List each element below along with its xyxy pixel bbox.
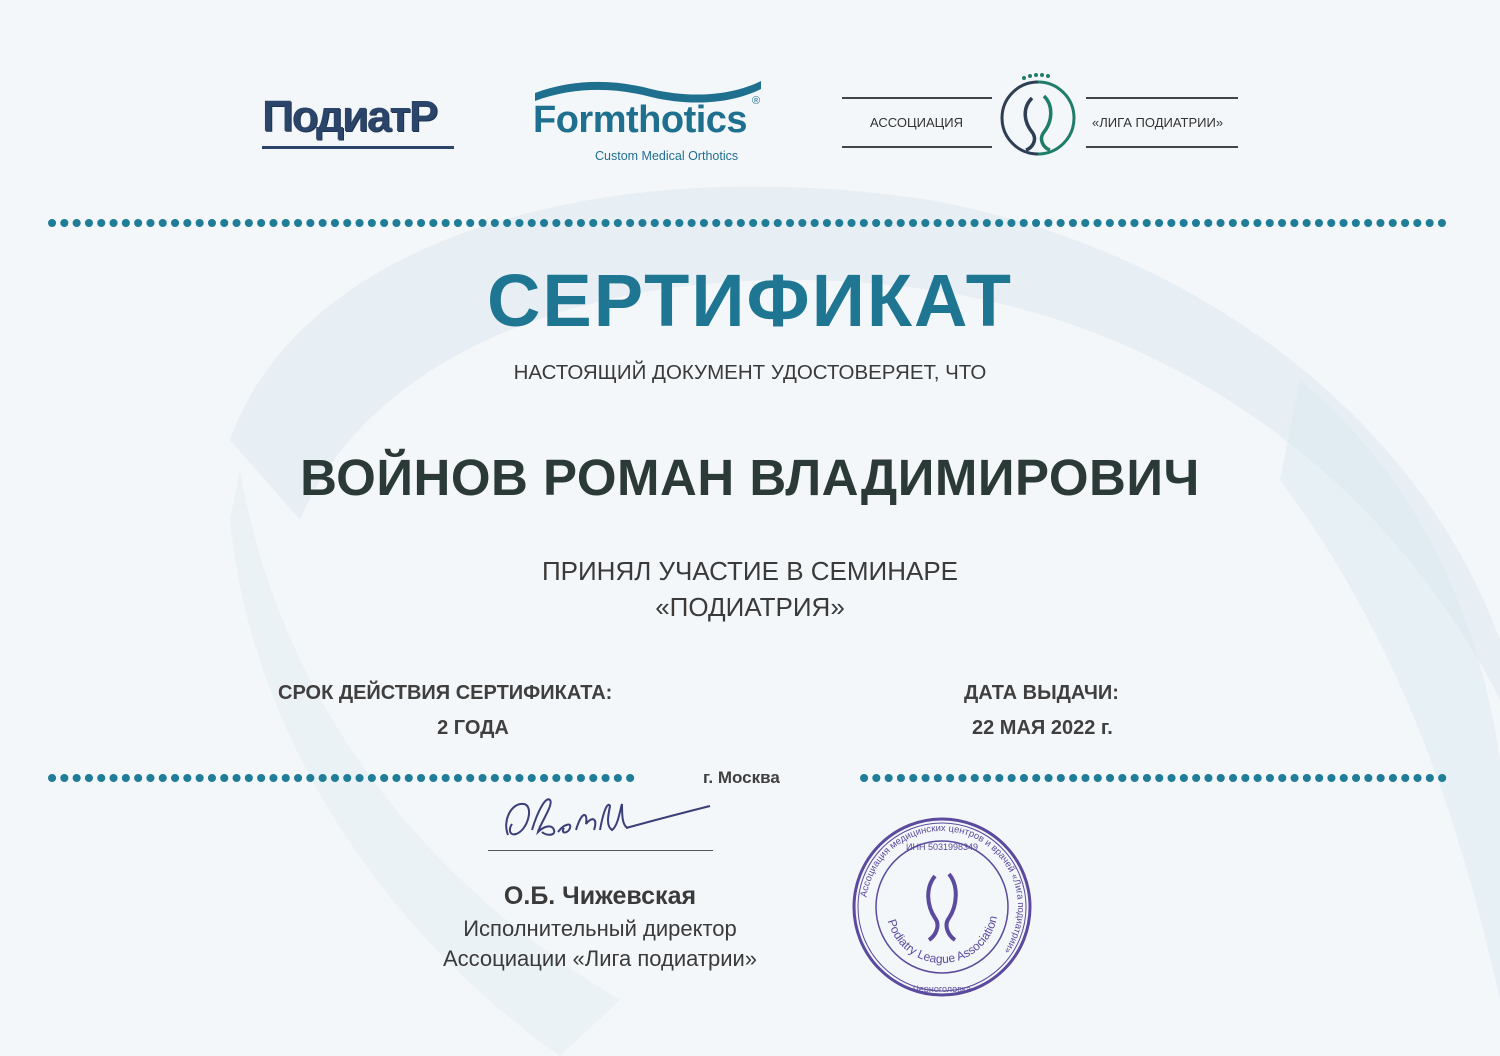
- league-line-bottom-right: [1086, 146, 1238, 148]
- podiatr-logo-text: ПодиатР: [262, 92, 437, 141]
- bottom-left-dotted-rule: [48, 773, 638, 783]
- issue-date-value: 22 МАЯ 2022 г.: [972, 717, 1113, 739]
- certificate-title: СЕРТИФИКАТ: [486, 259, 1014, 342]
- formthotics-logo: [533, 75, 765, 170]
- formthotics-registered: ®: [752, 95, 761, 107]
- top-dotted-rule: [48, 218, 1454, 228]
- seal-inn: ИНН 5031998349: [905, 842, 979, 852]
- league-line-top-left: [842, 97, 992, 99]
- signer-name: О.Б. Чижевская: [503, 882, 697, 910]
- seal-foot-icon: [928, 874, 956, 940]
- seminar-name: «ПОДИАТРИЯ»: [655, 592, 845, 622]
- formthotics-name: Formthotics: [533, 99, 748, 141]
- seal-outer-text: Ассоциация медицинских центров и врачей «Лига подиатрии»: [858, 822, 1027, 956]
- seal-inner-text: Podiatry League Association: [884, 914, 1001, 967]
- bottom-right-dotted-rule: [860, 773, 1454, 783]
- podiatr-logo: [262, 92, 454, 152]
- league-left-text: АССОЦИАЦИЯ: [870, 115, 963, 130]
- league-right-text: «ЛИГА ПОДИАТРИИ»: [1092, 115, 1224, 130]
- formthotics-tagline: Custom Medical Orthotics: [595, 149, 739, 163]
- association-seal: [851, 816, 1033, 998]
- league-line-bottom-left: [842, 146, 992, 148]
- signer-role: Исполнительный директор: [463, 916, 737, 941]
- recipient-name: ВОЙНОВ РОМАН ВЛАДИМИРОВИЧ: [300, 449, 1200, 506]
- participation-text: ПРИНЯЛ УЧАСТИЕ В СЕМИНАРЕ: [541, 556, 959, 586]
- issue-date-label: ДАТА ВЫДАЧИ:: [964, 682, 1119, 704]
- validity-label: СРОК ДЕЙСТВИЯ СЕРТИФИКАТА:: [278, 682, 613, 704]
- handwritten-signature: [488, 790, 718, 850]
- podiatr-logo-underline: [262, 146, 454, 149]
- signer-organization: Ассоциации «Лига подиатрии»: [442, 946, 758, 971]
- certificate-subtitle: НАСТОЯЩИЙ ДОКУМЕНТ УДОСТОВЕРЯЕТ, ЧТО: [513, 361, 987, 384]
- league-line-top-right: [1086, 97, 1238, 99]
- seal-bottom-text: Черноголовка: [912, 984, 972, 994]
- foot-emblem-icon: [992, 72, 1084, 164]
- city: г. Москва: [703, 768, 780, 787]
- league-logo: [842, 72, 1238, 164]
- signature-line: [488, 850, 713, 851]
- validity-value: 2 ГОДА: [437, 717, 509, 739]
